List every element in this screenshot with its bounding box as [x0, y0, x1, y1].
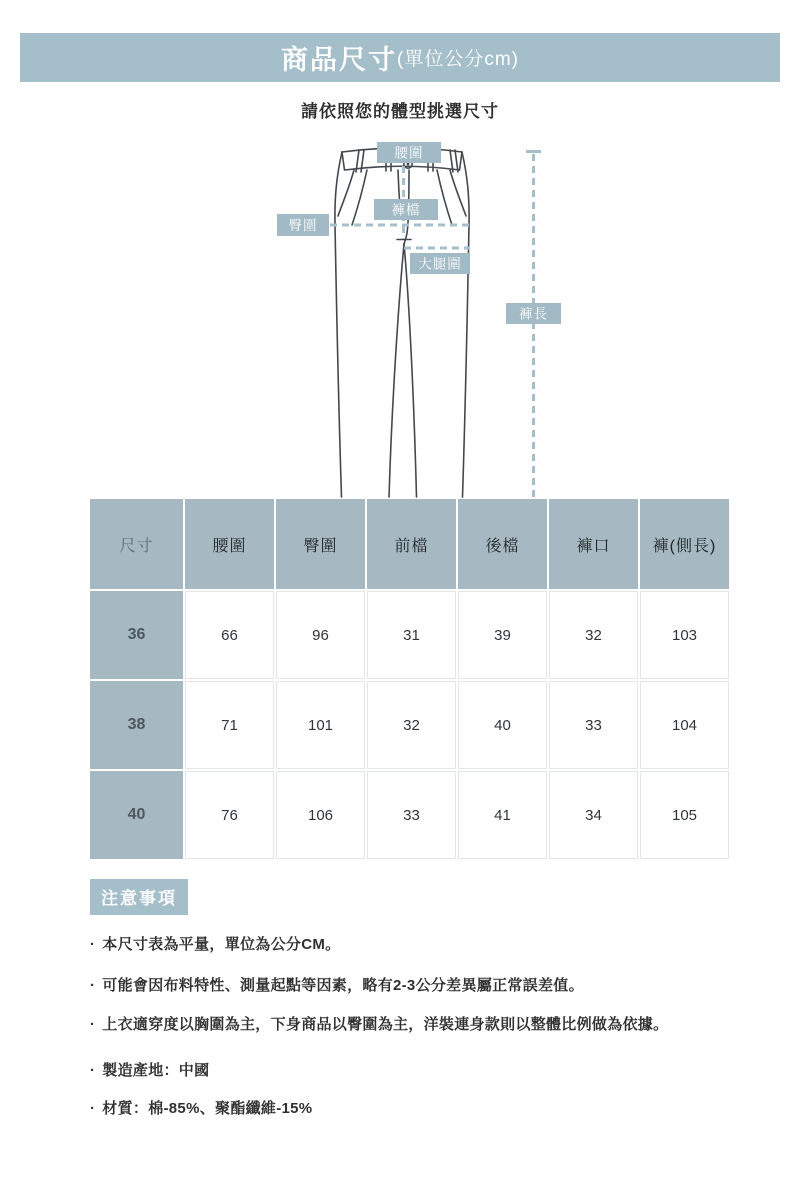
value-cell: 103: [640, 591, 729, 679]
col-header-side-length: 褲(側長): [640, 499, 729, 589]
col-header-leg-opening: 褲口: [549, 499, 638, 589]
length-label: [506, 303, 561, 324]
table-row-size-36: [90, 591, 729, 679]
table-row-size-38: [90, 681, 729, 769]
value-cell: 33: [549, 681, 638, 769]
page-title: 商品尺寸: [281, 45, 397, 75]
col-header-size: 尺寸: [90, 499, 183, 589]
subtitle: 請依照您的體型挑選尺寸: [301, 102, 499, 121]
col-header-front-rise: 前檔: [367, 499, 456, 589]
header-banner: [20, 33, 780, 82]
value-cell: 41: [458, 771, 547, 859]
notes-title-badge: 注意事項: [90, 879, 188, 915]
page-title-unit-suffix: (單位公分cm): [397, 49, 519, 70]
note-item: [90, 1013, 668, 1034]
bullet-dot: ·: [90, 936, 96, 953]
hip-label: [277, 214, 329, 236]
value-cell: 32: [549, 591, 638, 679]
waist-label: [377, 142, 441, 163]
svg-text:褲檔: 褲檔: [391, 202, 421, 218]
note-text: 本尺寸表為平量，單位為公分CM。: [102, 936, 341, 953]
value-cell: 32: [367, 681, 456, 769]
bullet-dot: ·: [90, 1100, 96, 1117]
bullet-dot: ·: [90, 1062, 96, 1079]
col-header-back-rise: 後檔: [458, 499, 547, 589]
svg-text:臀圍: 臀圍: [288, 218, 318, 233]
size-cell: 40: [90, 771, 183, 859]
size-table: [88, 497, 731, 861]
value-cell: 106: [276, 771, 365, 859]
thigh-label: [410, 253, 470, 274]
value-cell: 71: [185, 681, 274, 769]
table-row-size-40: [90, 771, 729, 859]
size-cell: 36: [90, 591, 183, 679]
note-item: [90, 974, 584, 995]
value-cell: 104: [640, 681, 729, 769]
note-item: [90, 933, 340, 954]
value-cell: 31: [367, 591, 456, 679]
bullet-dot: ·: [90, 977, 96, 994]
note-text: 製造產地：中國: [102, 1062, 210, 1079]
bullet-dot: ·: [90, 1016, 96, 1033]
size-cell: 38: [90, 681, 183, 769]
value-cell: 76: [185, 771, 274, 859]
svg-text:大腿圍: 大腿圍: [418, 256, 462, 272]
note-text: 可能會因布料特性、測量起點等因素，略有2-3公分差異屬正常誤差值。: [102, 977, 584, 994]
svg-text:褲長: 褲長: [519, 306, 548, 322]
value-cell: 34: [549, 771, 638, 859]
col-header-waist: 腰圍: [185, 499, 274, 589]
svg-text:腰圍: 腰圍: [394, 145, 424, 161]
value-cell: 33: [367, 771, 456, 859]
size-table-container: [88, 497, 731, 861]
size-table-header-row: [90, 499, 729, 589]
value-cell: 96: [276, 591, 365, 679]
note-item: [90, 1097, 312, 1118]
value-cell: 66: [185, 591, 274, 679]
value-cell: 40: [458, 681, 547, 769]
col-header-hip: 臀圍: [276, 499, 365, 589]
value-cell: 101: [276, 681, 365, 769]
pants-measurement-diagram: [0, 138, 800, 498]
note-item: [90, 1059, 209, 1080]
note-text: 上衣適穿度以胸圍為主，下身商品以臀圍為主，洋裝連身款則以整體比例做為依據。: [102, 1016, 669, 1033]
value-cell: 39: [458, 591, 547, 679]
value-cell: 105: [640, 771, 729, 859]
note-text: 材質：棉-85%、聚酯纖維-15%: [102, 1100, 313, 1117]
crotch-label: [374, 199, 438, 220]
